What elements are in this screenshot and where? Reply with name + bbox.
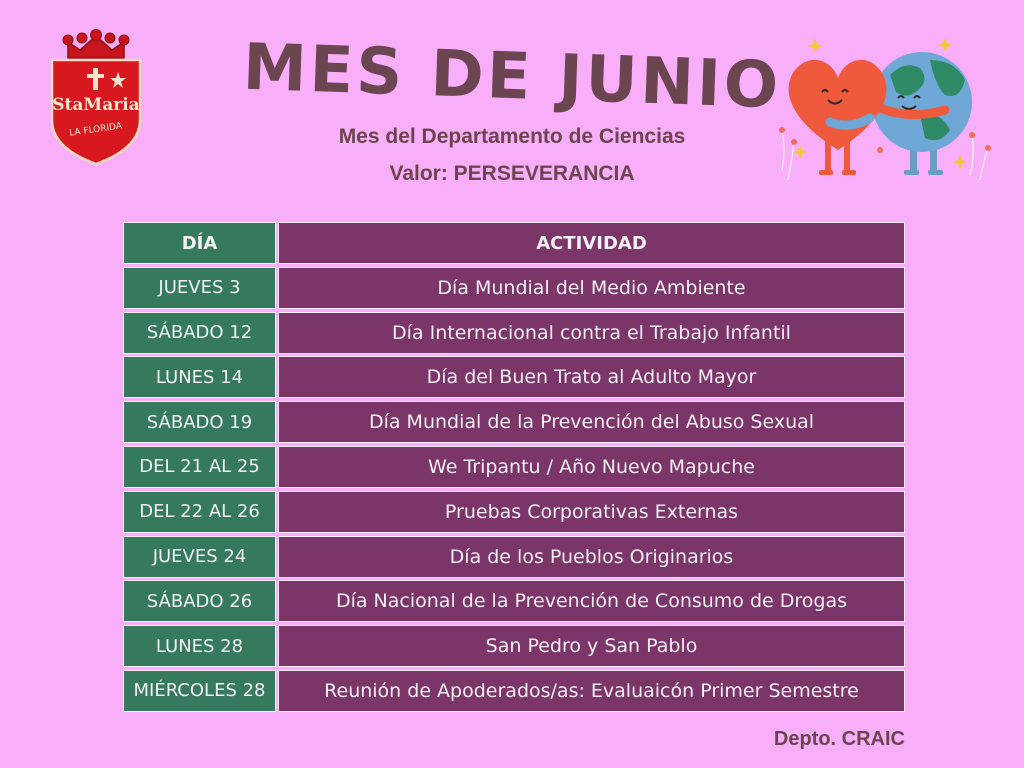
table-row	[123, 446, 905, 488]
table-row	[123, 670, 905, 712]
row-activity: Día del Buen Trato al Adulto Mayor	[278, 356, 905, 398]
row-activity: Pruebas Corporativas Externas	[278, 491, 905, 533]
value-line: Valor: PERSEVERANCIA	[389, 162, 635, 185]
header-day: DÍA	[123, 222, 276, 264]
row-activity: Día Nacional de la Prevención de Consumo de Drogas	[278, 580, 905, 622]
row-activity: Día Mundial de la Prevención del Abuso Sexual	[278, 401, 905, 443]
row-day: DEL 22 AL 26	[123, 491, 276, 533]
row-activity: Reunión de Apoderados/as: Evaluaicón Primer Semestre	[278, 670, 905, 712]
table-row	[123, 625, 905, 667]
activities-table	[123, 222, 905, 715]
row-day: SÁBADO 26	[123, 580, 276, 622]
heart-hugging-earth-icon	[770, 30, 995, 190]
row-activity: We Tripantu / Año Nuevo Mapuche	[278, 446, 905, 488]
logo-text-main: StaMaria	[52, 95, 140, 115]
table-row	[123, 580, 905, 622]
row-activity: Día de los Pueblos Originarios	[278, 536, 905, 578]
table-row	[123, 356, 905, 398]
header-activity: ACTIVIDAD	[278, 222, 905, 264]
table-row	[123, 536, 905, 578]
row-day: JUEVES 3	[123, 267, 276, 309]
table-row	[123, 267, 905, 309]
row-day: MIÉRCOLES 28	[123, 670, 276, 712]
row-day: LUNES 14	[123, 356, 276, 398]
row-day: DEL 21 AL 25	[123, 446, 276, 488]
row-day: LUNES 28	[123, 625, 276, 667]
row-activity: Día Internacional contra el Trabajo Infantil	[278, 312, 905, 354]
row-day: SÁBADO 12	[123, 312, 276, 354]
table-header	[123, 222, 905, 264]
page-title: MES DE JUNIO	[241, 30, 783, 124]
logo-text-sub: LA FLORIDA	[68, 121, 123, 139]
footer-department: Depto. CRAIC	[773, 728, 905, 750]
row-day: SÁBADO 19	[123, 401, 276, 443]
row-activity: Día Mundial del Medio Ambiente	[278, 267, 905, 309]
table-row	[123, 401, 905, 443]
table-row	[123, 312, 905, 354]
row-activity: San Pedro y San Pablo	[278, 625, 905, 667]
subtitle: Mes del Departamento de Ciencias	[338, 125, 686, 148]
row-day: JUEVES 24	[123, 536, 276, 578]
table-row	[123, 491, 905, 533]
